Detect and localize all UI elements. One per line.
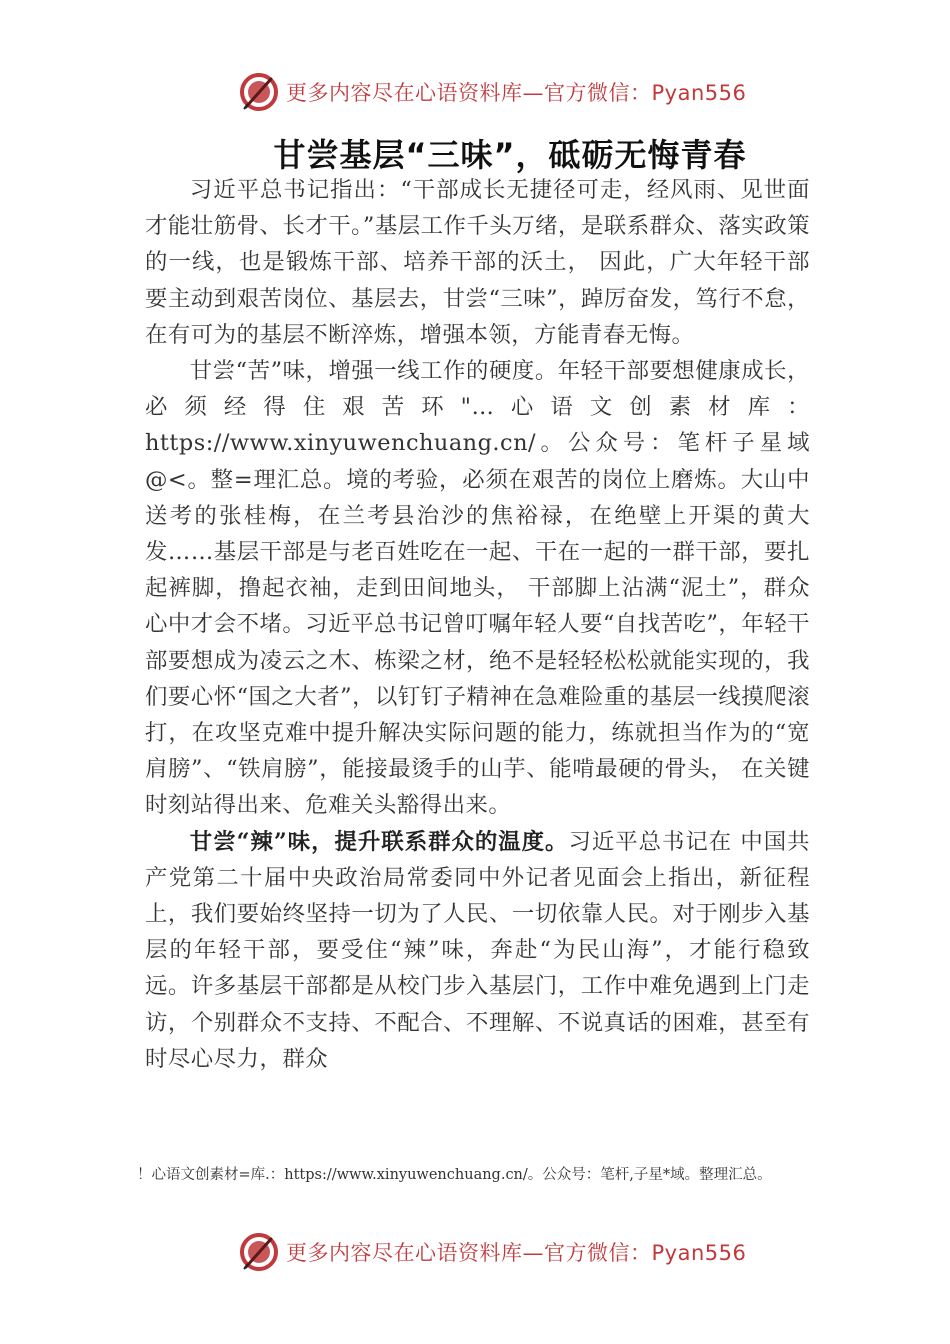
header-banner bbox=[238, 70, 746, 114]
paragraph-intro: 习近平总书记指出：“干部成长无捷径可走，经风雨、见世面才能壮筋骨、长才干。”基层工作千头万绪，是联系群众、落实政策的一线，也是锻炼干部、培养干部的沃土， 因此，广大年轻干部要主动到艰苦岗位、基层去，甘尝“三味”，踔厉奋发，笃行不怠，在有可为的基层不断淬炼，增强本领，方能青春无悔。 bbox=[145, 177, 810, 348]
banner-text: 更多内容尽在心语资料库—官方微信：Pyan556 bbox=[286, 1241, 747, 1265]
pen-logo-icon bbox=[238, 1231, 280, 1273]
article-body bbox=[145, 172, 810, 1077]
article-title: 甘尝基层“三味”，砥砺无悔青春 bbox=[273, 136, 747, 174]
paragraph-spicy-text: 习近平总书记在 中国共产党第二十届中央政治局常委同中外记者见面会上指出，新征程上，我们要始终坚持一切为了人民、一切依靠人民。对于刚步入基层的年轻干部，要受住“辣”味，奔赴“为民山海”，才能行稳致远。许多基层干部都是从校门步入基层门，工作中难免遇到上门走访，个别群众不支持、不配合、不理解、不说真话的困难，甚至有时尽心尽力，群众 bbox=[145, 828, 810, 1072]
paragraph-bitter: 甘尝“苦”味，增强一线工作的硬度。年轻干部要想健康成长，必须经得住艰苦环"…心语文创素材库：https://www.xinyuwenchuang.cn/。公众号：笔杆子星域@<。整=理汇总。境的考验，必须在艰苦的岗位上磨炼。大山中送考的张桂梅，在兰考县治沙的焦裕禄，在绝壁上开渠的黄大发……基层干部是与老百姓吃在一起、干在一起的一群干部，要扎起裤脚，撸起衣袖，走到田间地头， 干部脚上沾满“泥土”，群众心中才会不堵。习近平总书记曾叮嘱年轻人要“自找苦吃”，年轻干部要想成为凌云之木、栋梁之材，绝不是轻轻松松就能实现的，我们要心怀“国之大者”，以钉钉子精神在急难险重的基层一线摸爬滚打，在攻坚克难中提升解决实际问题的能力，练就担当作为的“宽肩膀”、“铁肩膀”，能接最烫手的山芋、能啃最硬的骨头， 在关键时刻站得出来、危难关头豁得出来。 bbox=[145, 358, 810, 819]
footer-banner bbox=[238, 1230, 746, 1274]
banner-text: 更多内容尽在心语资料库—官方微信：Pyan556 bbox=[286, 81, 747, 105]
pen-logo-icon bbox=[238, 71, 280, 113]
paragraph-spicy bbox=[145, 824, 810, 1077]
paragraph-spicy-lead: 甘尝“辣”味，提升联系群众的温度。 bbox=[189, 828, 569, 855]
footnote: ！心语文创素材=库.：https://www.xinyuwenchuang.cn/。公众号：笔杆,子星*域。整理汇总。 bbox=[137, 1167, 772, 1183]
